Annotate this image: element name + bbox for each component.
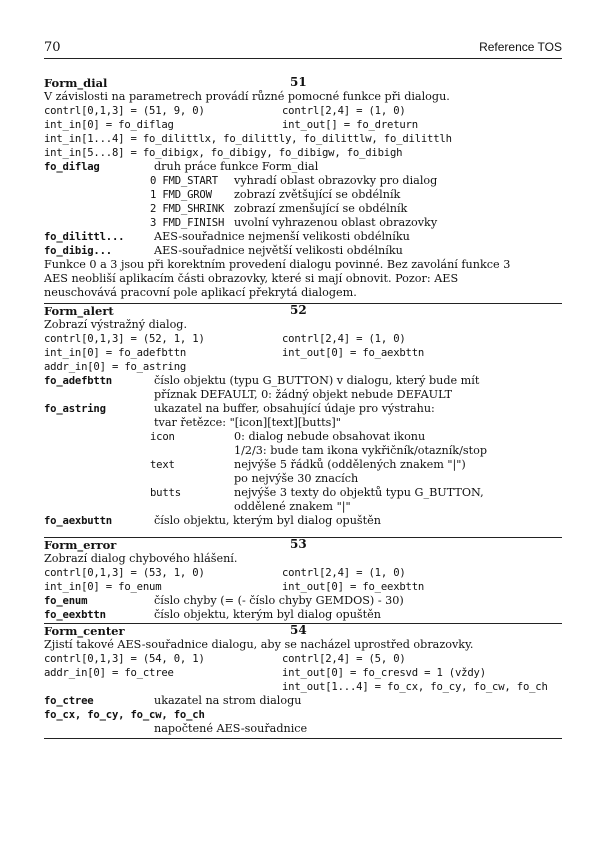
parameter-description: napočtené AES-souřadnice — [154, 722, 308, 735]
function-title: Form_alert — [44, 304, 114, 318]
parameter-description: AES-souřadnice nejmenší velikosti obdélníku — [154, 230, 410, 243]
function-description: V závislosti na parametrech provádí různé pomocné funkce při dialogu. — [44, 90, 450, 103]
parameter-description: AES-souřadnice největší velikosti obdélníku — [154, 244, 403, 257]
output-binding: int_out[1...4] = fo_cx, fo_cy, fo_cw, fo_ch — [282, 681, 548, 693]
option-value: 1/2/3: bude tam ikona vykřičník/otazník/stop — [234, 444, 487, 457]
option-value: 0: dialog nebude obsahovat ikonu — [234, 430, 426, 443]
parameter-name: fo_aexbuttn — [44, 515, 112, 527]
parameter-binding: int_in[0] = fo_enum — [44, 581, 162, 593]
option-value: zobrazí zmenšující se obdélník — [234, 202, 408, 215]
function-description: Zjistí takové AES-souřadnice dialogu, aby se nacházel uprostřed obrazovky. — [44, 638, 474, 651]
option-key: icon — [150, 431, 175, 443]
parameter-description: číslo objektu (typu G_BUTTON) v dialogu, který bude mít — [154, 374, 480, 387]
page-header — [44, 40, 562, 59]
note-text: AES neobliší aplikacím části obrazovky, které si mají obnovit. Pozor: AES — [44, 272, 459, 285]
option-key: butts — [150, 487, 181, 499]
parameter-name: fo_dilittl... — [44, 231, 125, 243]
parameter-description: číslo chyby (= (- číslo chyby GEMDOS) - 30) — [154, 594, 404, 607]
parameter-binding: contrl[0,1,3] = (52, 1, 1) — [44, 333, 205, 345]
function-title: Form_center — [44, 624, 125, 638]
output-binding: int_out[0] = fo_aexbttn — [282, 347, 425, 359]
parameter-binding: addr_in[0] = fo_ctree — [44, 667, 174, 679]
output-binding: contrl[2,4] = (5, 0) — [282, 653, 406, 665]
parameter-description: příznak DEFAULT, 0: žádný objekt nebude DEFAULT — [154, 388, 453, 401]
parameter-binding: int_in[1...4] = fo_dilittlx, fo_dilittly, fo_dilittlw, fo_dilittlh — [44, 133, 452, 145]
output-binding: contrl[2,4] = (1, 0) — [282, 567, 406, 579]
parameter-description: druh práce funkce Form_dial — [154, 160, 319, 173]
parameter-name: fo_diflag — [44, 161, 100, 173]
parameter-name: fo_dibig... — [44, 245, 112, 257]
note-text: Funkce 0 a 3 jsou při korektním provedení dialogu povinné. Bez zavolání funkce 3 — [44, 258, 511, 271]
parameter-description: číslo objektu, kterým byl dialog opuštěn — [154, 514, 381, 527]
output-binding: contrl[2,4] = (1, 0) — [282, 333, 406, 345]
output-binding: int_out[0] = fo_eexbttn — [282, 581, 425, 593]
parameter-binding: contrl[0,1,3] = (51, 9, 0) — [44, 105, 205, 117]
option-value: nejvýše 5 řádků (oddělených znakem "|") — [234, 458, 466, 471]
parameter-binding: contrl[0,1,3] = (53, 1, 0) — [44, 567, 205, 579]
function-description: Zobrazí dialog chybového hlášení. — [44, 552, 238, 565]
function-number: 52 — [290, 303, 307, 317]
option-value: vyhradí oblast obrazovky pro dialog — [234, 174, 438, 187]
parameter-binding: addr_in[0] = fo_astring — [44, 361, 187, 373]
function-number: 53 — [290, 537, 307, 551]
output-binding: contrl[2,4] = (1, 0) — [282, 105, 406, 117]
parameter-binding: int_in[0] = fo_diflag — [44, 119, 174, 131]
function-description: Zobrazí výstražný dialog. — [44, 318, 188, 331]
parameter-name: fo_ctree — [44, 695, 94, 707]
option-value: oddělené znakem "|" — [234, 500, 351, 513]
parameter-binding: int_in[0] = fo_adefbttn — [44, 347, 187, 359]
option-key: text — [150, 459, 175, 471]
function-title: Form_error — [44, 538, 117, 552]
page-number: 70 — [44, 40, 61, 55]
parameter-description: ukazatel na strom dialogu — [154, 694, 302, 707]
function-number: 51 — [290, 75, 307, 89]
option-value: zobrazí zvětšující se obdélník — [234, 188, 401, 201]
parameter-name: fo_astring — [44, 403, 106, 415]
option-value: po nejvýše 30 znacích — [234, 472, 359, 485]
function-title: Form_dial — [44, 76, 108, 90]
output-binding: int_out[] = fo_dreturn — [282, 119, 418, 131]
parameter-name: fo_enum — [44, 595, 88, 607]
note-text: neuschovává pracovní pole aplikací překrytá dialogem. — [44, 286, 357, 299]
option-key: 2 FMD_SHRINK — [150, 203, 225, 215]
section-divider — [44, 738, 562, 739]
parameter-description: ukazatel na buffer, obsahující údaje pro výstrahu: — [154, 402, 435, 415]
function-number: 54 — [290, 623, 307, 637]
parameter-binding: contrl[0,1,3] = (54, 0, 1) — [44, 653, 205, 665]
output-binding: int_out[0] = fo_cresvd = 1 (vždy) — [282, 667, 486, 679]
parameter-name: fo_eexbttn — [44, 609, 106, 621]
running-title: Reference TOS — [479, 40, 562, 54]
option-key: 3 FMD_FINISH — [150, 217, 225, 229]
parameter-description: tvar řetězce: "[icon][text][butts]" — [154, 416, 341, 429]
parameter-description: číslo objektu, kterým byl dialog opuštěn — [154, 608, 381, 621]
option-key: 0 FMD_START — [150, 175, 218, 187]
parameter-name: fo_adefbttn — [44, 375, 112, 387]
option-value: nejvýše 3 texty do objektů typu G_BUTTON, — [234, 486, 484, 499]
parameter-name: fo_cx, fo_cy, fo_cw, fo_ch — [44, 709, 205, 721]
option-key: 1 FMD_GROW — [150, 189, 212, 201]
option-value: uvolní vyhrazenou oblast obrazovky — [234, 216, 438, 229]
parameter-binding: int_in[5...8] = fo_dibigx, fo_dibigy, fo_dibigw, fo_dibigh — [44, 147, 403, 159]
